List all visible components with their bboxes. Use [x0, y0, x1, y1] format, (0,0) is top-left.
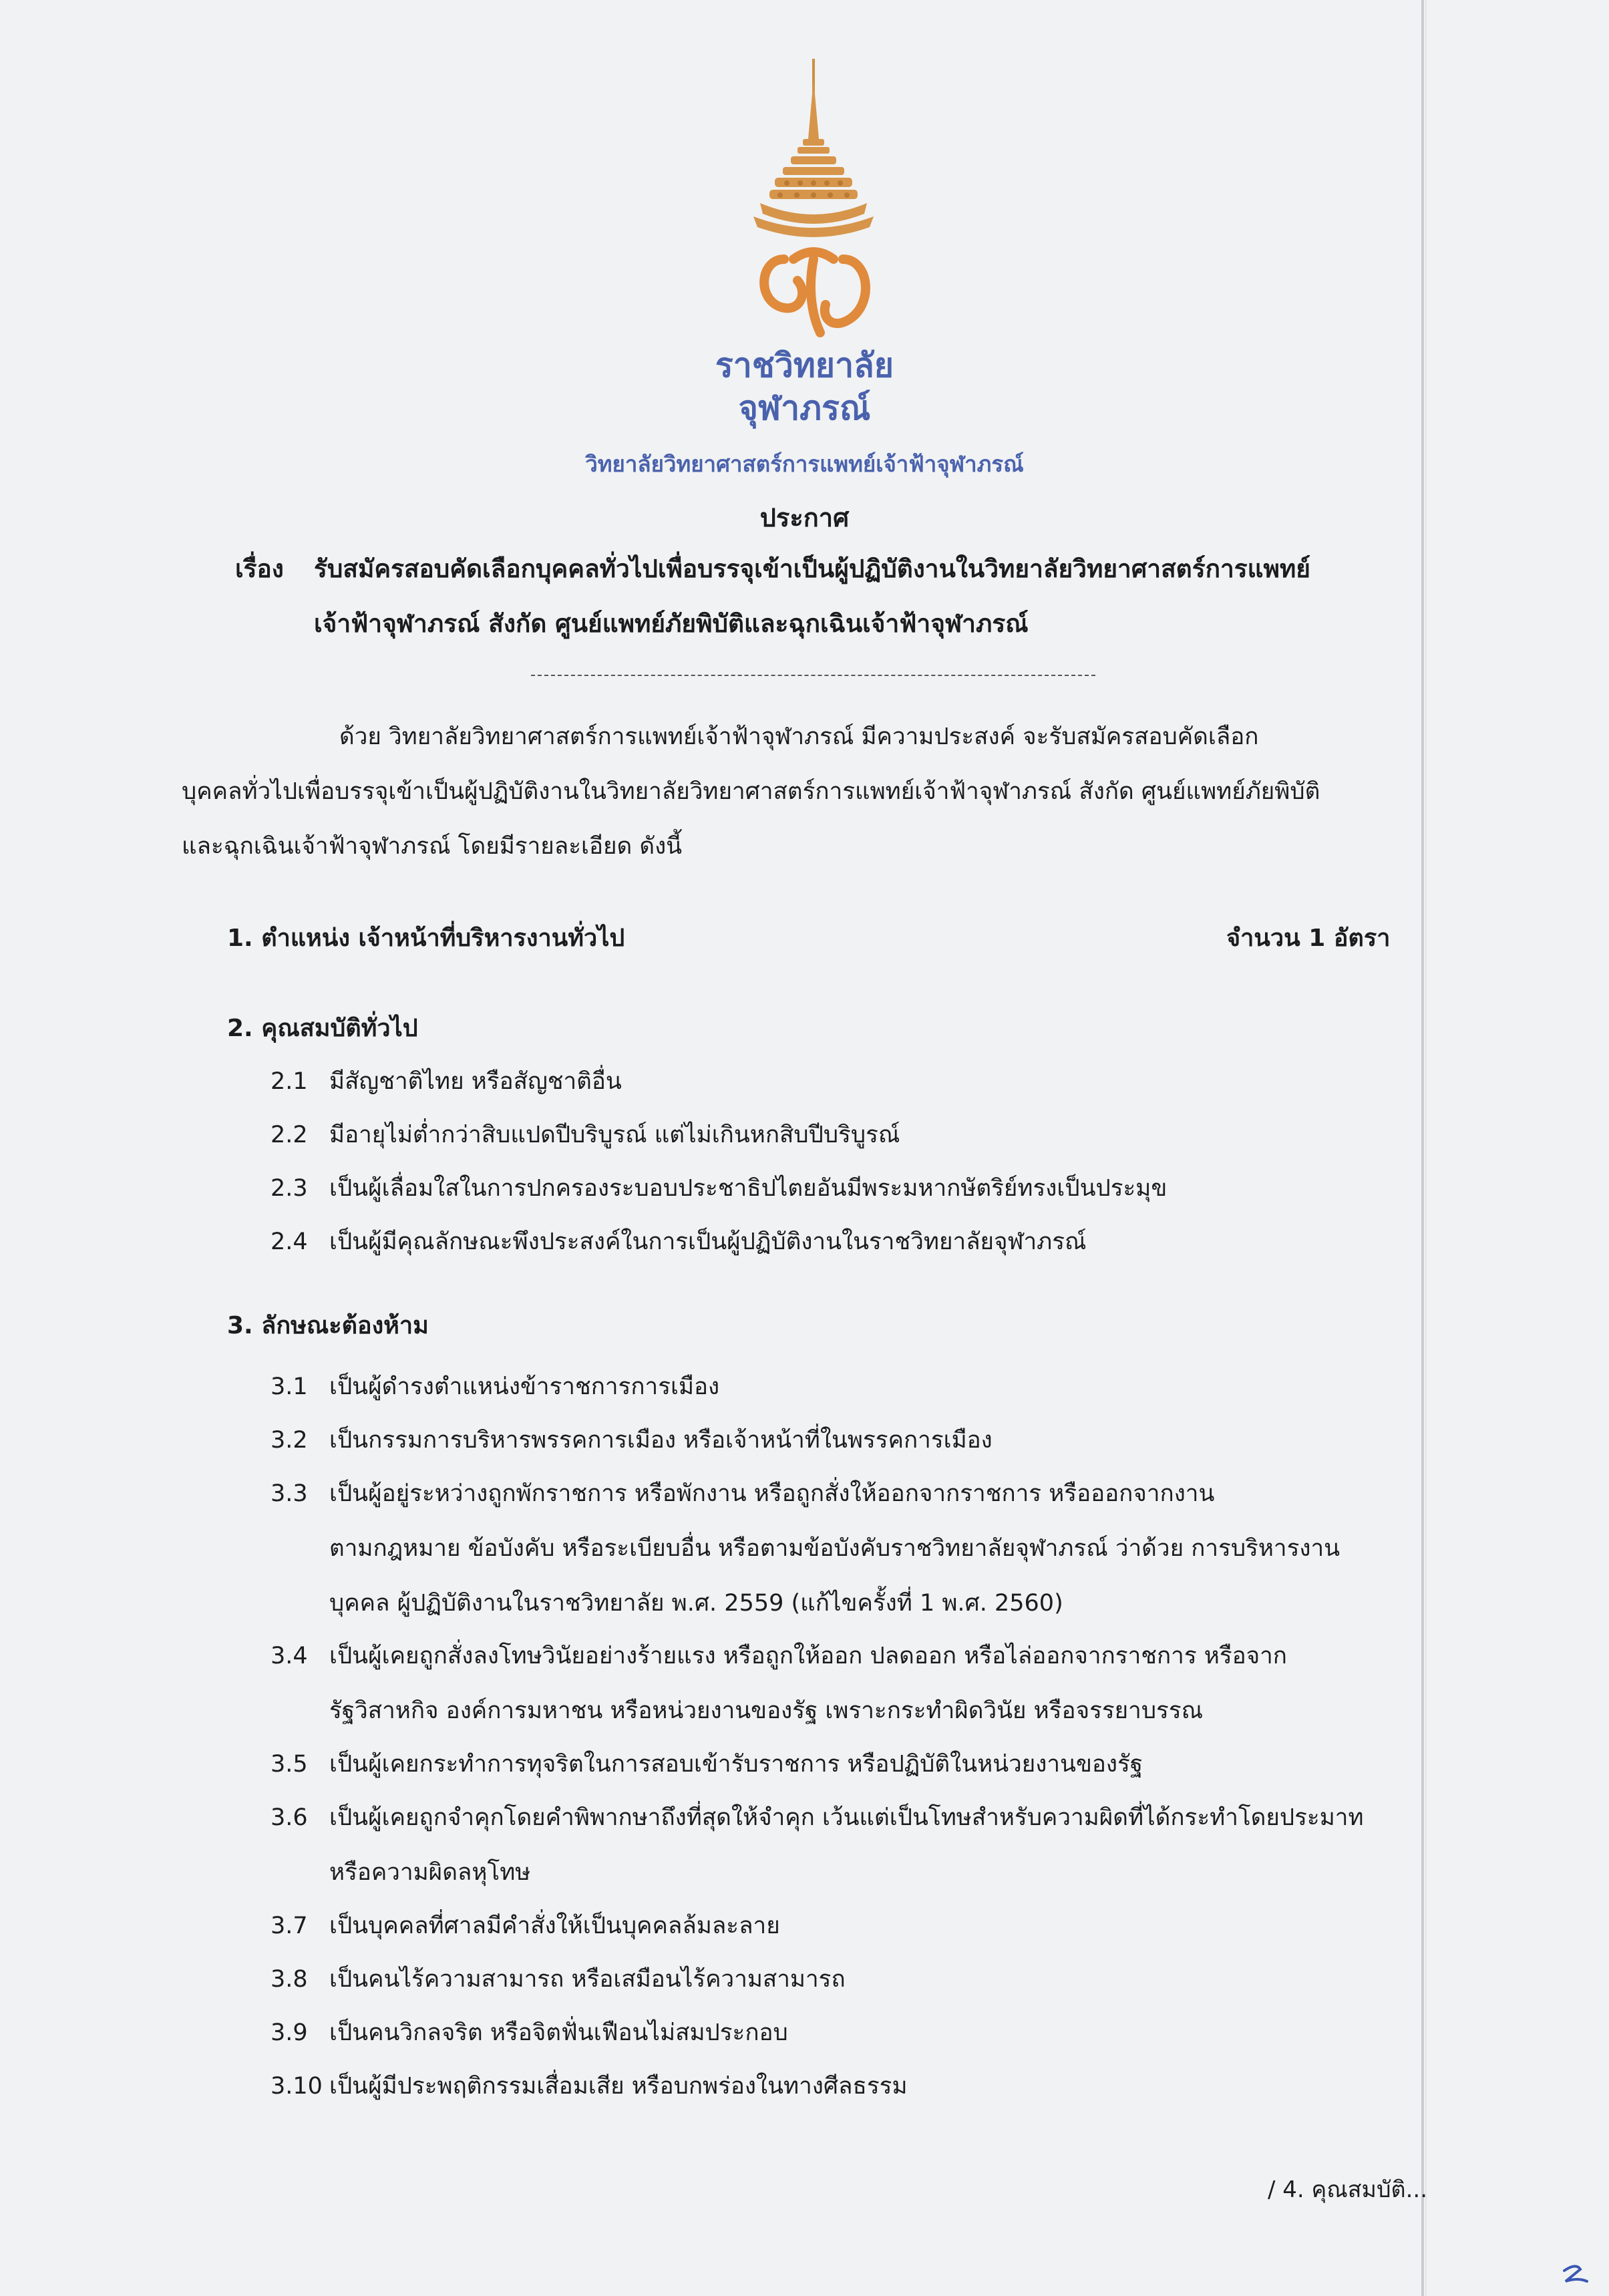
position-heading: 1. ตำแหน่ง เจ้าหน้าที่บริหารงานทั่วไป	[227, 925, 625, 952]
prohibition-item: 3.8 เป็นคนไร้ความสามารถ หรือเสมือนไร้ความสามารถ	[271, 1966, 846, 1993]
subject-line2: เจ้าฟ้าจุฬาภรณ์ สังกัด ศูนย์แพทย์ภัยพิบัติและฉุกเฉินเจ้าฟ้าจุฬาภรณ์	[314, 609, 1029, 638]
prohibition-item: 3.6 เป็นผู้เคยถูกจำคุกโดยคำพิพากษาถึงที่สุดให้จำคุก เว้นแต่เป็นโทษสำหรับความผิดที่ได้กระทำโดยประมาท หรือความผิดลหุโทษ	[271, 1804, 1364, 1886]
intro-line2: บุคคลทั่วไปเพื่อบรรจุเข้าเป็นผู้ปฏิบัติงานในวิทยาลัยวิทยาศาสตร์การแพทย์เจ้าฟ้าจุฬาภรณ์ สังกัด ศูนย์แพทย์ภัยพิบัติ	[182, 778, 1320, 805]
prohibition-item: 3.7 เป็นบุคคลที่ศาลมีคำสั่งให้เป็นบุคคลล้มละลาย	[271, 1913, 780, 1939]
intro-line1: ด้วย วิทยาลัยวิทยาศาสตร์การแพทย์เจ้าฟ้าจุฬาภรณ์ มีความประสงค์ จะรับสมัครสอบคัดเลือก	[339, 723, 1259, 750]
prohibitions-heading: 3. ลักษณะต้องห้าม	[227, 1312, 429, 1339]
college-emblem-logo	[747, 59, 880, 346]
prohibition-item: 3.2 เป็นกรรมการบริหารพรรคการเมือง หรือเจ้าหน้าที่ในพรรคการเมือง	[271, 1427, 993, 1454]
org-name-line1: ราชวิทยาลัย	[715, 346, 894, 385]
prohibition-item: 3.9 เป็นคนวิกลจริต หรือจิตฟั่นเฟือนไม่สมประกอบ	[271, 2019, 788, 2046]
subject-label: เรื่อง	[235, 554, 284, 583]
prohibition-item: 3.5 เป็นผู้เคยกระทำการทุจริตในการสอบเข้ารับราชการ หรือปฏิบัติในหน่วยงานของรัฐ	[271, 1751, 1143, 1778]
qualification-item: 2.4 เป็นผู้มีคุณลักษณะพึงประสงค์ในการเป็นผู้ปฏิบัติงานในราชวิทยาลัยจุฬาภรณ์	[271, 1228, 1087, 1255]
announcement-title: ประกาศ	[759, 503, 850, 532]
prohibition-item: 3.3 เป็นผู้อยู่ระหว่างถูกพักราชการ หรือพักงาน หรือถูกสั่งให้ออกจากราชการ หรือออกจากงาน ตามกฎหมาย ข้อบังคับ หรือระเบียบอื่น หรือตามข้อบังคับราชวิทยาลัยจุฬาภรณ์ ว่าด้วย การบริหารงาน บุคคล ผู้ปฏิบัติงานในราชวิทยาลัย พ.ศ. 2559 (แก้ไขครั้งที่ 1 พ.ศ. 2560)	[271, 1480, 1340, 1617]
qualification-item: 2.1 มีสัญชาติไทย หรือสัญชาติอื่น	[271, 1068, 622, 1095]
intro-paragraph	[182, 709, 1439, 874]
subject-text-1: รับสมัครสอบคัดเลือกบุคคลทั่วไปเพื่อบรรจุเข้าเป็นผู้ปฏิบัติงานในวิทยาลัยวิทยาศาสตร์การแพทย์	[314, 554, 1310, 583]
subject-line1	[235, 549, 1310, 589]
page-continuation: / 4. คุณสมบัติ...	[1268, 2176, 1428, 2203]
org-subtitle: วิทยาลัยวิทยาศาสตร์การแพทย์เจ้าฟ้าจุฬาภรณ์	[585, 451, 1024, 477]
position-quantity: จำนวน 1 อัตรา	[1226, 925, 1391, 952]
intro-line3: และฉุกเฉินเจ้าฟ้าจุฬาภรณ์ โดยมีรายละเอียด ดังนี้	[182, 833, 683, 860]
handwritten-initial-mark	[1560, 2261, 1592, 2288]
prohibition-item: 3.10 เป็นผู้มีประพฤติกรรมเสื่อมเสีย หรือบกพร่องในทางศีลธรรม	[271, 2073, 908, 2100]
prohibition-item: 3.4 เป็นผู้เคยถูกสั่งลงโทษวินัยอย่างร้ายแรง หรือถูกให้ออก ปลดออก หรือไล่ออกจากราชการ หรือจาก รัฐวิสาหกิจ องค์การมหาชน หรือหน่วยงานของรัฐ เพราะกระทำผิดวินัย หรือจรรยาบรรณ	[271, 1643, 1287, 1724]
qualifications-heading: 2. คุณสมบัติทั่วไป	[227, 1015, 418, 1042]
org-name-line2: จุฬาภรณ์	[738, 389, 871, 428]
qualification-item: 2.2 มีอายุไม่ต่ำกว่าสิบแปดปีบริบูรณ์ แต่ไม่เกินหกสิบปีบริบูรณ์	[271, 1122, 900, 1148]
divider-dashed	[531, 675, 1095, 676]
qualification-item: 2.3 เป็นผู้เลื่อมใสในการปกครองระบอบประชาธิปไตยอันมีพระมหากษัตริย์ทรงเป็นประมุข	[271, 1175, 1168, 1202]
prohibition-item: 3.1 เป็นผู้ดำรงตำแหน่งข้าราชการการเมือง	[271, 1373, 720, 1400]
